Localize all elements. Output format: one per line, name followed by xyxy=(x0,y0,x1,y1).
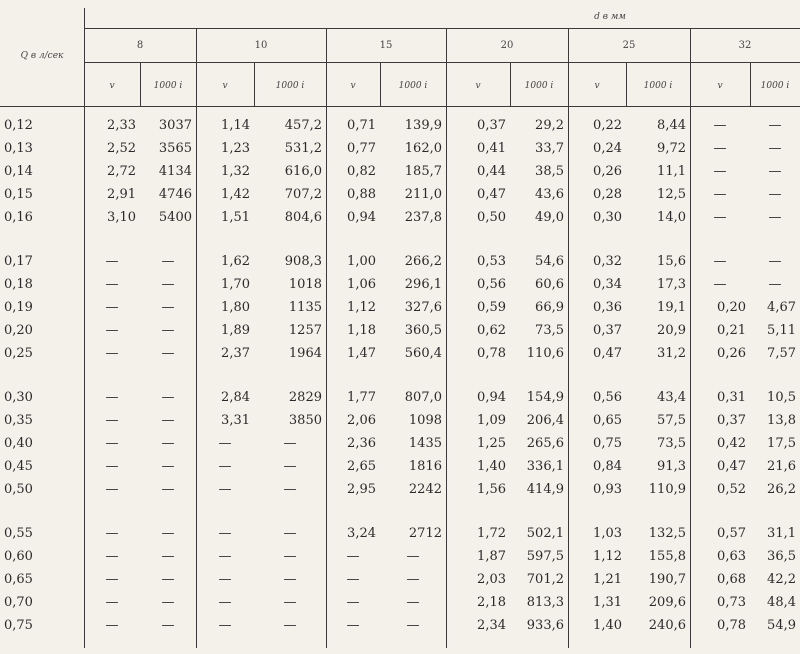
velocity-cell: 0,93 xyxy=(593,482,622,497)
velocity-cell: 0,28 xyxy=(593,187,622,202)
velocity-cell: 0,65 xyxy=(593,413,622,428)
diameter-header: 10 xyxy=(254,40,268,51)
flow-rate-cell: 0,20 xyxy=(4,323,33,338)
velocity-cell: 0,44 xyxy=(477,164,506,179)
velocity-cell: 1,87 xyxy=(477,549,506,564)
empty-cell: — xyxy=(283,482,297,497)
velocity-cell: 0,59 xyxy=(477,300,506,315)
head-loss-cell: 336,1 xyxy=(526,459,564,474)
velocity-cell: 0,71 xyxy=(347,118,376,133)
head-loss-cell: 43,6 xyxy=(535,187,564,202)
diameter-header: 20 xyxy=(500,40,514,51)
velocity-cell: 0,37 xyxy=(477,118,506,133)
head-loss-cell: 1098 xyxy=(408,413,442,428)
head-loss-cell: 21,6 xyxy=(767,459,796,474)
velocity-cell: 0,24 xyxy=(593,141,622,156)
empty-cell: — xyxy=(218,526,232,541)
velocity-cell: 1,40 xyxy=(593,618,622,633)
velocity-subheader: v xyxy=(222,81,228,91)
empty-cell: — xyxy=(105,277,119,292)
head-loss-cell: 3565 xyxy=(158,141,192,156)
velocity-cell: 0,73 xyxy=(717,595,746,610)
head-loss-cell: 2242 xyxy=(408,482,442,497)
velocity-cell: 2,06 xyxy=(347,413,376,428)
head-loss-cell: 1816 xyxy=(408,459,442,474)
velocity-cell: 0,47 xyxy=(717,459,746,474)
head-loss-cell: 57,5 xyxy=(657,413,686,428)
head-loss-cell: 13,8 xyxy=(767,413,796,428)
head-loss-subheader: 1000 i xyxy=(153,81,183,91)
velocity-cell: 0,75 xyxy=(593,436,622,451)
velocity-cell: 2,84 xyxy=(221,390,250,405)
velocity-subheader: v xyxy=(350,81,356,91)
head-loss-cell: 4,67 xyxy=(767,300,796,315)
head-loss-cell: 48,4 xyxy=(767,595,796,610)
flow-rate-cell: 0,70 xyxy=(4,595,33,610)
head-loss-cell: 66,9 xyxy=(535,300,564,315)
header-rule xyxy=(84,28,800,29)
head-loss-cell: 60,6 xyxy=(535,277,564,292)
head-loss-cell: 933,6 xyxy=(526,618,564,633)
head-loss-cell: 154,9 xyxy=(526,390,564,405)
head-loss-cell: 457,2 xyxy=(284,118,322,133)
empty-cell: — xyxy=(713,210,727,225)
head-loss-cell: 36,5 xyxy=(767,549,796,564)
head-loss-subheader: 1000 i xyxy=(398,81,428,91)
velocity-cell: 0,32 xyxy=(593,254,622,269)
head-loss-cell: 908,3 xyxy=(284,254,322,269)
empty-cell: — xyxy=(161,572,175,587)
empty-cell: — xyxy=(105,300,119,315)
head-loss-cell: 110,6 xyxy=(526,346,564,361)
empty-cell: — xyxy=(283,459,297,474)
velocity-cell: 0,68 xyxy=(717,572,746,587)
head-loss-cell: 20,9 xyxy=(657,323,686,338)
velocity-cell: 0,47 xyxy=(593,346,622,361)
flow-rate-cell: 0,65 xyxy=(4,572,33,587)
empty-cell: — xyxy=(283,526,297,541)
head-loss-cell: 12,5 xyxy=(657,187,686,202)
velocity-cell: 2,91 xyxy=(107,187,136,202)
velocity-cell: 2,37 xyxy=(221,346,250,361)
empty-cell: — xyxy=(161,595,175,610)
head-loss-cell: 2829 xyxy=(288,390,322,405)
flow-rate-cell: 0,25 xyxy=(4,346,33,361)
empty-cell: — xyxy=(161,390,175,405)
empty-cell: — xyxy=(105,595,119,610)
head-loss-cell: 9,72 xyxy=(657,141,686,156)
head-loss-cell: 3037 xyxy=(158,118,192,133)
empty-cell: — xyxy=(105,436,119,451)
velocity-cell: 1,51 xyxy=(221,210,250,225)
velocity-cell: 0,21 xyxy=(717,323,746,338)
empty-cell: — xyxy=(346,595,360,610)
head-loss-subheader: 1000 i xyxy=(643,81,673,91)
header-bottom-rule xyxy=(0,106,800,107)
head-loss-cell: 73,5 xyxy=(535,323,564,338)
head-loss-cell: 1435 xyxy=(408,436,442,451)
head-loss-cell: 1135 xyxy=(288,300,322,315)
velocity-cell: 0,52 xyxy=(717,482,746,497)
head-loss-cell: 19,1 xyxy=(657,300,686,315)
velocity-cell: 0,30 xyxy=(593,210,622,225)
flow-rate-cell: 0,75 xyxy=(4,618,33,633)
empty-cell: — xyxy=(218,549,232,564)
velocity-cell: 0,82 xyxy=(347,164,376,179)
head-loss-cell: 29,2 xyxy=(535,118,564,133)
diameter-header: 15 xyxy=(379,40,393,51)
velocity-cell: 1,21 xyxy=(593,572,622,587)
flow-rate-cell: 0,15 xyxy=(4,187,33,202)
velocity-cell: 3,24 xyxy=(347,526,376,541)
velocity-cell: 0,41 xyxy=(477,141,506,156)
velocity-cell: 0,31 xyxy=(717,390,746,405)
empty-cell: — xyxy=(346,572,360,587)
velocity-cell: 0,84 xyxy=(593,459,622,474)
head-loss-subheader: 1000 i xyxy=(760,81,790,91)
head-loss-cell: 49,0 xyxy=(535,210,564,225)
head-loss-cell: 807,0 xyxy=(404,390,442,405)
flow-rate-cell: 0,19 xyxy=(4,300,33,315)
d-column-header: d в мм xyxy=(594,12,626,22)
velocity-cell: 1,77 xyxy=(347,390,376,405)
velocity-cell: 1,00 xyxy=(347,254,376,269)
empty-cell: — xyxy=(161,459,175,474)
head-loss-cell: 414,9 xyxy=(526,482,564,497)
head-loss-cell: 15,6 xyxy=(657,254,686,269)
velocity-cell: 0,56 xyxy=(477,277,506,292)
empty-cell: — xyxy=(713,164,727,179)
velocity-cell: 1,23 xyxy=(221,141,250,156)
head-loss-cell: 360,5 xyxy=(404,323,442,338)
head-loss-cell: 296,1 xyxy=(404,277,442,292)
flow-rate-cell: 0,13 xyxy=(4,141,33,156)
flow-rate-cell: 0,14 xyxy=(4,164,33,179)
head-loss-cell: 42,2 xyxy=(767,572,796,587)
velocity-cell: 0,94 xyxy=(477,390,506,405)
empty-cell: — xyxy=(406,572,420,587)
velocity-cell: 3,31 xyxy=(221,413,250,428)
head-loss-cell: 14,0 xyxy=(657,210,686,225)
head-loss-cell: 206,4 xyxy=(526,413,564,428)
flow-rate-cell: 0,40 xyxy=(4,436,33,451)
empty-cell: — xyxy=(218,595,232,610)
head-loss-cell: 17,3 xyxy=(657,277,686,292)
velocity-cell: 0,42 xyxy=(717,436,746,451)
empty-cell: — xyxy=(161,482,175,497)
empty-cell: — xyxy=(105,390,119,405)
empty-cell: — xyxy=(768,141,782,156)
empty-cell: — xyxy=(768,254,782,269)
head-loss-cell: 560,4 xyxy=(404,346,442,361)
head-loss-cell: 54,6 xyxy=(535,254,564,269)
empty-cell: — xyxy=(161,526,175,541)
velocity-cell: 0,57 xyxy=(717,526,746,541)
head-loss-subheader: 1000 i xyxy=(275,81,305,91)
flow-rate-cell: 0,17 xyxy=(4,254,33,269)
head-loss-cell: 8,44 xyxy=(657,118,686,133)
head-loss-cell: 1257 xyxy=(288,323,322,338)
head-loss-cell: 531,2 xyxy=(284,141,322,156)
empty-cell: — xyxy=(105,549,119,564)
head-loss-cell: 701,2 xyxy=(526,572,564,587)
head-loss-cell: 73,5 xyxy=(657,436,686,451)
velocity-cell: 2,33 xyxy=(107,118,136,133)
empty-cell: — xyxy=(105,459,119,474)
empty-cell: — xyxy=(161,618,175,633)
velocity-cell: 0,37 xyxy=(593,323,622,338)
velocity-cell: 0,26 xyxy=(593,164,622,179)
empty-cell: — xyxy=(161,413,175,428)
velocity-cell: 0,20 xyxy=(717,300,746,315)
head-loss-cell: 31,2 xyxy=(657,346,686,361)
empty-cell: — xyxy=(218,482,232,497)
head-loss-cell: 185,7 xyxy=(404,164,442,179)
head-loss-cell: 155,8 xyxy=(648,549,686,564)
velocity-cell: 1,18 xyxy=(347,323,376,338)
velocity-cell: 2,95 xyxy=(347,482,376,497)
velocity-cell: 1,56 xyxy=(477,482,506,497)
empty-cell: — xyxy=(406,618,420,633)
empty-cell: — xyxy=(283,618,297,633)
empty-cell: — xyxy=(283,549,297,564)
empty-cell: — xyxy=(218,459,232,474)
velocity-cell: 1,47 xyxy=(347,346,376,361)
head-loss-cell: 813,3 xyxy=(526,595,564,610)
empty-cell: — xyxy=(713,277,727,292)
head-loss-cell: 3850 xyxy=(288,413,322,428)
head-loss-cell: 11,1 xyxy=(657,164,686,179)
velocity-cell: 2,03 xyxy=(477,572,506,587)
empty-cell: — xyxy=(218,436,232,451)
velocity-cell: 2,52 xyxy=(107,141,136,156)
empty-cell: — xyxy=(768,164,782,179)
velocity-subheader: v xyxy=(475,81,481,91)
diameter-header: 8 xyxy=(136,40,144,51)
head-loss-cell: 804,6 xyxy=(284,210,322,225)
empty-cell: — xyxy=(105,346,119,361)
empty-cell: — xyxy=(161,323,175,338)
empty-cell: — xyxy=(283,436,297,451)
flow-rate-cell: 0,55 xyxy=(4,526,33,541)
empty-cell: — xyxy=(161,436,175,451)
head-loss-cell: 17,5 xyxy=(767,436,796,451)
head-loss-cell: 43,4 xyxy=(657,390,686,405)
head-loss-cell: 266,2 xyxy=(404,254,442,269)
velocity-cell: 1,32 xyxy=(221,164,250,179)
empty-cell: — xyxy=(713,187,727,202)
velocity-cell: 0,78 xyxy=(717,618,746,633)
empty-cell: — xyxy=(768,187,782,202)
head-loss-cell: 139,9 xyxy=(404,118,442,133)
head-loss-cell: 54,9 xyxy=(767,618,796,633)
head-loss-cell: 707,2 xyxy=(284,187,322,202)
head-loss-cell: 616,0 xyxy=(284,164,322,179)
head-loss-cell: 38,5 xyxy=(535,164,564,179)
empty-cell: — xyxy=(218,572,232,587)
head-loss-cell: 237,8 xyxy=(404,210,442,225)
velocity-cell: 0,62 xyxy=(477,323,506,338)
head-loss-cell: 209,6 xyxy=(648,595,686,610)
head-loss-cell: 5400 xyxy=(158,210,192,225)
flow-rate-cell: 0,60 xyxy=(4,549,33,564)
head-loss-cell: 1964 xyxy=(288,346,322,361)
empty-cell: — xyxy=(218,618,232,633)
flow-rate-cell: 0,18 xyxy=(4,277,33,292)
head-loss-cell: 110,9 xyxy=(648,482,686,497)
flow-rate-cell: 0,12 xyxy=(4,118,33,133)
velocity-cell: 1,31 xyxy=(593,595,622,610)
velocity-cell: 0,37 xyxy=(717,413,746,428)
empty-cell: — xyxy=(346,549,360,564)
velocity-subheader: v xyxy=(109,81,115,91)
diameter-header: 25 xyxy=(622,40,636,51)
flow-rate-cell: 0,30 xyxy=(4,390,33,405)
velocity-cell: 1,70 xyxy=(221,277,250,292)
velocity-cell: 1,09 xyxy=(477,413,506,428)
velocity-cell: 3,10 xyxy=(107,210,136,225)
empty-cell: — xyxy=(283,595,297,610)
head-loss-cell: 7,57 xyxy=(767,346,796,361)
q-column-header: Q в л/сек xyxy=(20,51,64,61)
velocity-cell: 1,72 xyxy=(477,526,506,541)
empty-cell: — xyxy=(105,482,119,497)
empty-cell: — xyxy=(105,254,119,269)
velocity-cell: 2,36 xyxy=(347,436,376,451)
empty-cell: — xyxy=(768,210,782,225)
empty-cell: — xyxy=(105,323,119,338)
velocity-cell: 0,22 xyxy=(593,118,622,133)
head-loss-cell: 5,11 xyxy=(767,323,796,338)
head-loss-cell: 91,3 xyxy=(657,459,686,474)
head-loss-cell: 2712 xyxy=(408,526,442,541)
flow-rate-cell: 0,50 xyxy=(4,482,33,497)
velocity-cell: 0,94 xyxy=(347,210,376,225)
head-loss-cell: 1018 xyxy=(288,277,322,292)
velocity-cell: 1,80 xyxy=(221,300,250,315)
velocity-cell: 0,34 xyxy=(593,277,622,292)
empty-cell: — xyxy=(713,118,727,133)
velocity-cell: 1,25 xyxy=(477,436,506,451)
velocity-cell: 0,77 xyxy=(347,141,376,156)
velocity-cell: 2,65 xyxy=(347,459,376,474)
velocity-cell: 1,42 xyxy=(221,187,250,202)
velocity-cell: 1,12 xyxy=(347,300,376,315)
velocity-cell: 0,50 xyxy=(477,210,506,225)
empty-cell: — xyxy=(406,595,420,610)
head-loss-cell: 10,5 xyxy=(767,390,796,405)
head-loss-cell: 240,6 xyxy=(648,618,686,633)
velocity-cell: 0,88 xyxy=(347,187,376,202)
velocity-subheader: v xyxy=(594,81,600,91)
flow-rate-cell: 0,16 xyxy=(4,210,33,225)
velocity-cell: 0,36 xyxy=(593,300,622,315)
head-loss-cell: 327,6 xyxy=(404,300,442,315)
empty-cell: — xyxy=(283,572,297,587)
velocity-cell: 1,12 xyxy=(593,549,622,564)
empty-cell: — xyxy=(105,526,119,541)
head-loss-cell: 162,0 xyxy=(404,141,442,156)
empty-cell: — xyxy=(105,572,119,587)
empty-cell: — xyxy=(406,549,420,564)
empty-cell: — xyxy=(161,346,175,361)
velocity-cell: 1,03 xyxy=(593,526,622,541)
empty-cell: — xyxy=(768,118,782,133)
head-loss-cell: 4746 xyxy=(158,187,192,202)
head-loss-subheader: 1000 i xyxy=(524,81,554,91)
empty-cell: — xyxy=(768,277,782,292)
head-loss-cell: 597,5 xyxy=(526,549,564,564)
velocity-cell: 2,34 xyxy=(477,618,506,633)
empty-cell: — xyxy=(161,300,175,315)
velocity-cell: 1,89 xyxy=(221,323,250,338)
velocity-cell: 0,47 xyxy=(477,187,506,202)
head-loss-cell: 190,7 xyxy=(648,572,686,587)
velocity-cell: 0,53 xyxy=(477,254,506,269)
flow-rate-cell: 0,45 xyxy=(4,459,33,474)
flow-rate-cell: 0,35 xyxy=(4,413,33,428)
velocity-cell: 1,62 xyxy=(221,254,250,269)
head-loss-cell: 33,7 xyxy=(535,141,564,156)
empty-cell: — xyxy=(713,141,727,156)
head-loss-cell: 502,1 xyxy=(526,526,564,541)
velocity-cell: 2,72 xyxy=(107,164,136,179)
empty-cell: — xyxy=(161,254,175,269)
header-rule xyxy=(84,62,800,63)
empty-cell: — xyxy=(105,413,119,428)
velocity-cell: 0,56 xyxy=(593,390,622,405)
velocity-cell: 1,14 xyxy=(221,118,250,133)
velocity-cell: 0,26 xyxy=(717,346,746,361)
empty-cell: — xyxy=(161,549,175,564)
velocity-cell: 1,40 xyxy=(477,459,506,474)
velocity-subheader: v xyxy=(717,81,723,91)
velocity-cell: 2,18 xyxy=(477,595,506,610)
velocity-cell: 0,63 xyxy=(717,549,746,564)
head-loss-cell: 26,2 xyxy=(767,482,796,497)
empty-cell: — xyxy=(161,277,175,292)
empty-cell: — xyxy=(105,618,119,633)
head-loss-cell: 31,1 xyxy=(767,526,796,541)
head-loss-cell: 265,6 xyxy=(526,436,564,451)
head-loss-cell: 4134 xyxy=(158,164,192,179)
velocity-cell: 1,06 xyxy=(347,277,376,292)
velocity-cell: 0,78 xyxy=(477,346,506,361)
empty-cell: — xyxy=(346,618,360,633)
head-loss-cell: 132,5 xyxy=(648,526,686,541)
head-loss-cell: 211,0 xyxy=(404,187,442,202)
empty-cell: — xyxy=(713,254,727,269)
diameter-header: 32 xyxy=(738,40,752,51)
